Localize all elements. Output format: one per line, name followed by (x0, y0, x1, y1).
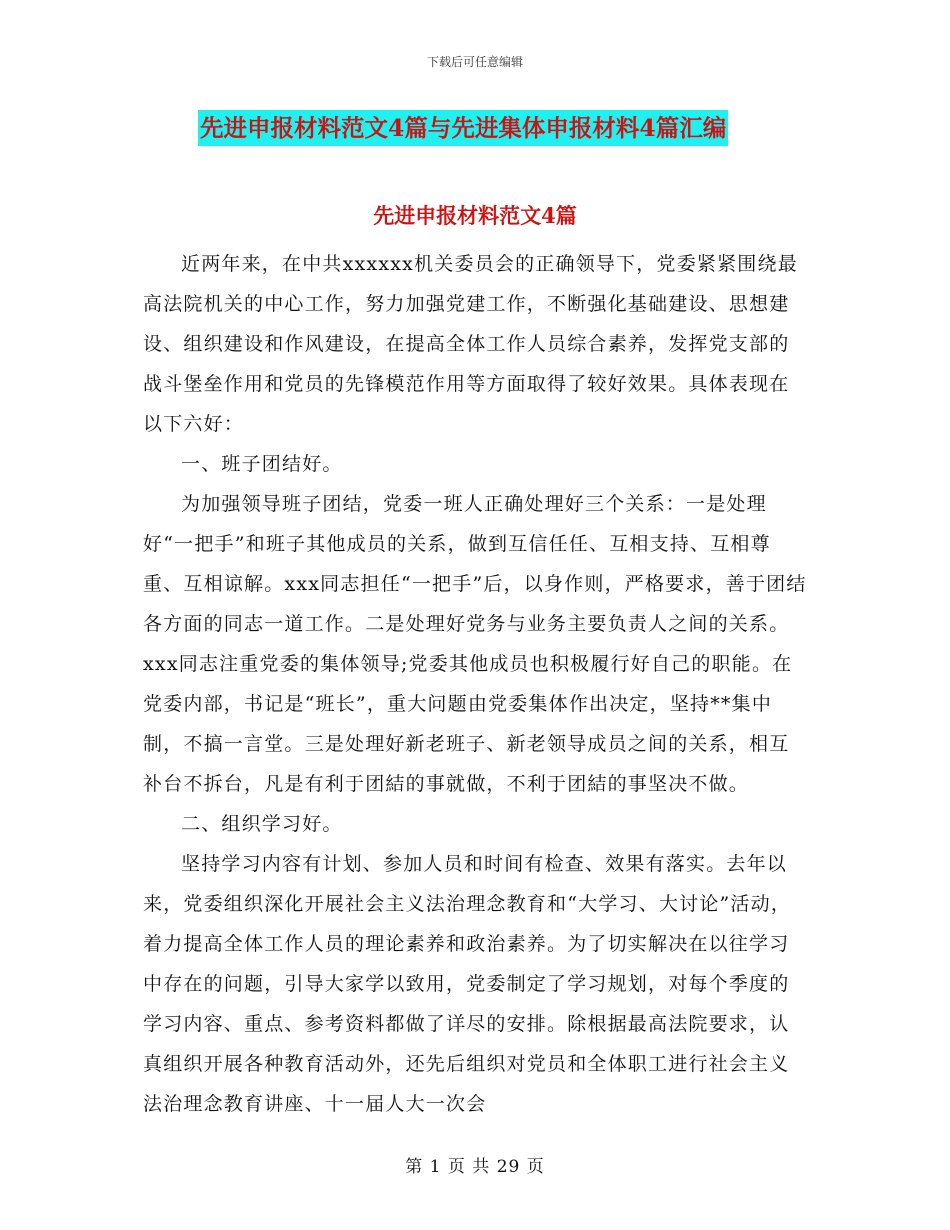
paragraph-organized-study: 坚持学习内容有计划、参加人员和时间有检查、效果有落实。去年以来，党委组织深化开展社会主义法治理念教育和“大学习、大讨论”活动，着力提高全体工作人员的理论素养和政治素养。为了切实解决在以往学习中存在的问题，引导大家学以致用，党委制定了学习规划，对每个季度的学习内容、重点、参考资料都做了详尽的安排。除根据最高法院要求，认真组织开展各种教育活动外，还先后组织对党员和全体职工进行社会主义法治理念教育讲座、十一届人大一次会 (143, 853, 792, 1115)
section-title: 先进申报材料范文4篇 (373, 203, 577, 228)
document-title: 先进申报材料范文4篇与先进集体申报材料4篇汇编 (198, 110, 728, 146)
heading-team-unity: 一、班子团结好。 (181, 453, 343, 475)
page-number: 第 1 页 共 29 页 (405, 1157, 545, 1177)
heading-organized-study: 二、组织学习好。 (181, 813, 343, 835)
body-text (143, 244, 807, 1124)
paragraph-team-unity: 为加强领导班子团结，党委一班人正确处理好三个关系：一是处理好“一把手”和班子其他成员的关系，做到互信任任、互相支持、互相尊重、互相谅解。xxx同志担任“一把手”后，以身作则，严格要求，善于团结各方面的同志一道工作。二是处理好党务与业务主要负责人之间的关系。xxx同志注重党委的集体领导;党委其他成员也积极履行好自己的职能。在党委内部，书记是“班长”，重大问题由党委集体作出决定，坚持**集中制，不搞一言堂。三是处理好新老班子、新老领导成员之间的关系，相互补台不拆台，凡是有利于团結的事就做，不利于团結的事坚决不做。 (143, 493, 807, 795)
header-note: 下载后可任意编辑 (426, 55, 523, 69)
paragraph-intro: 近两年来，在中共xxxxxx机关委员会的正确领导下，党委紧紧围绕最高法院机关的中心工作，努力加强党建工作，不断强化基础建设、思想建设、组织建设和作风建设，在提高全体工作人员综合素养，发挥党支部的战斗堡垒作用和党员的先锋模范作用等方面取得了较好效果。具体表现在以下六好： (143, 253, 798, 435)
